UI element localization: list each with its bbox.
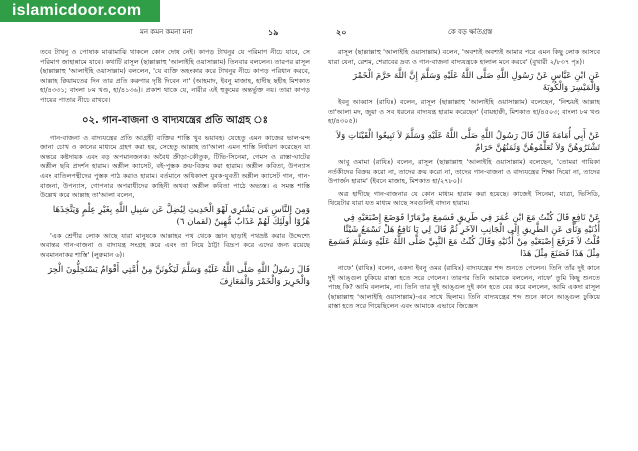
left-page [40, 28, 310, 446]
running-title: কে বড় ক্ষতিগ্রস্ত [448, 28, 493, 36]
right-page [328, 28, 600, 446]
left-page-header [40, 28, 310, 42]
page-number: ২০ [336, 28, 347, 37]
paragraph: অত্র হাদীছে গান-বাজনার যে কোন মাধ্যম হারাম করা হয়েছে। কাজেই সিনেমা, যাত্রা, ভিসিডি, থিয়েটার যারা যত মাধ্যম আছে সবগুলিই বাদ্যন হারাম। [328, 189, 600, 208]
paragraph: নাফে' (রাযিঃ) বলেন, একদা ইবনু ওমর (রাযিঃ) বাদ্যযন্ত্রের শব্দ শুনতে পেলেন। তিনি তাঁর দুই কানে দুই আঙ্গুল ঢুকিয়ে রাস্তা হতে সরে গেলেন। তারপর তিনি আমাকে বললেন, নাফে' তুমি কিছু শুনতে পাচ্ছ কি? আমি বললাম, না। তিনি তার দুই আঙ্গুল দুই কান হতে বের করে বললেন, আমি একদা রাসূল (ছাল্লাল্লাহু 'আলাইহি ওয়াসাল্লাম)-এর সাথে ছিলাম। তিনি বাদ্যযন্ত্রের শব্দ শুনে কানে আঙ্গুল ঢুকিয়ে রাস্তা হতে সরে গিয়েছিলেন এবং আমাকে এভাবে জিজ্ঞেস [328, 263, 600, 311]
paragraph: ইবনু আব্বাস (রাযিঃ) বলেন, রাসূল (ছাল্লাল্লাহু 'আলাইহি ওয়াসাল্লাম) বলেছেন, 'নিশ্চয়ই আল্লাহ তা'আলা মদ, জুয়া ও সব ধরনের বাদ্যযন্ত্র হারাম করেছেন' (বায়হাক্বী, মিশকাত হা/৪৫০৩; বাংলা ৮ম খণ্ড হা/৪৩০৫)। [328, 98, 600, 126]
paragraph: রাসূল (ছাল্লাল্লাহু 'আলাইহি ওয়াসাল্লাম) বলেন, 'অবশ্যই অবশ্যই আমার পরে এমন কিছু লোক আসবে যারা যেনা, রেশম, শেরাবের দ্রব্য ও গান-বাজনা বাদ্যযন্ত্রকে হালাল মনে করবে' (বুখারী ২/৮৩৭ পৃঃ)। [328, 48, 600, 66]
section-heading: ০২. গান-বাজনা ও বাদ্যযন্ত্রের প্রতি আগ্রহ ঃ [82, 114, 268, 126]
page-number: ১৯ [268, 28, 279, 37]
arabic-hadith: عَنْ نَافِعٍ قَالَ كُنْتُ مَعَ ابْنِ عُمَرَ فِي طَرِيقٍ فَسَمِعَ مِزْمَارًا فَوَضَعَ إِصْبَعَيْهِ فِي أُذُنَيْهِ وَنَأَى عَنِ الطَّرِيقِ إِلَى الْجَانِبِ الآخَرِ ثُمَّ قَالَ لِي يَا نَافِعُ هَلْ تَسْمَعُ شَيْئًا قُلْتُ لاَ فَرَفَعَ إِصْبَعَيْهِ مِنْ أُذُنَيْهِ وَقَالَ كُنْتُ مَعَ النَّبِيِّ صَلَّى اللَّهُ عَلَيْهِ وَسَلَّمَ فَسَمِعَ مِثْلَ هَذَا فَصَنَعَ مِثْلَ هَذَا [328, 212, 600, 259]
running-title: মন কমন কমনা মনা [140, 28, 193, 36]
arabic-hadith: قَالَ رَسُولُ اللَّهِ صَلَّى اللَّهُ عَلَيْهِ وَسَلَّمَ لَيَكُونَنَّ مِنْ أُمَّتِي أَقْوَامٌ يَسْتَحِلُّونَ الْحِرَ وَالْحَرِيرَ وَالْخَمْرَ وَالْمَعَازِفَ [47, 264, 310, 287]
paragraph: তবে টাখনু ও পোষাক মাঝামাঝি থাকলে কোন দোষ নেই। কাপড় টাখনুর যে পরিমাণ নীচে যাবে, সে পরিমাণ জাহান্নামে যাবে। কথাটি রাসূল (ছাল্লাল্লাহু 'আলাইহি ওয়াসাল্লাম) তিনবার বললেন। তারপর রাসূল (ছাল্লাল্লাহু 'আলাইহি ওয়াসাল্লাম) বললেন, 'যে ব্যক্তি অহংকার করে টাখনুর নীচে কাপড় পরিধান করবে, আল্লাহ ক্বিয়ামতের দিন তার প্রতি করুণার দৃষ্টি দিবেন না' (আহমাদ, ইবনু মাজাহ, হাদীছ ছহীহ মিশকাত হা/৪৩৩১; বাংলা ৮ম খণ্ড, হা/৪১৩৬)। প্রকাশ থাকে যে, নারীর এই হুকুমের অন্তর্ভুক্ত নয়। তারা কাপড় পায়ের পাতার নীচে রাখবে। [40, 48, 310, 104]
arabic-verse: وَمِنَ النَّاسِ مَن يَشْتَرِي لَهْوَ الْحَدِيثِ لِيُضِلَّ عَن سَبِيلِ اللَّهِ بِغَيْرِ عِلْمٍ وَيَتَّخِذَهَا هُزُوًا أُولَئِكَ لَهُمْ عَذَابٌ مُّهِينٌ (لقمان ٦) [52, 204, 310, 227]
site-banner[interactable]: islamicdoor.com [0, 0, 160, 22]
arabic-hadith: عَنِ ابْنِ عَبَّاسٍ عَنْ رَسُولِ اللَّهِ صَلَّى اللَّهُ عَلَيْهِ وَسَلَّمَ إِنَّ اللَّهَ حَرَّمَ الْخَمْرَ وَالْمَيْسِرَ وَالْكُوبَةَ [352, 71, 600, 94]
right-page-header [328, 28, 600, 42]
arabic-hadith: عَنْ أَبِي أُمَامَةَ قَالَ قَالَ رَسُولُ اللَّهِ صَلَّى اللَّهُ عَلَيْهِ وَسَلَّمَ لاَ تَبِيعُوا الْقَيْنَاتِ وَلاَ تَشْتَرُوهُنَّ وَلاَ تُعَلِّمُوهُنَّ وَثَمَنُهُنَّ حَرَامٌ [336, 130, 600, 153]
paragraph: গান-বাজনা ও বাদ্যযন্ত্রের প্রতি আগ্রহী ব্যক্তির শাস্তি খুব ভয়াবহ। যেহেতু এমন কাজের ভাল-মন্দ জানা চোখ ও কানের মাধ্যমে গ্রহণ করা হয়, সেহেতু আল্লাহ তা'আলা এমন শাস্তি নির্ধারণ করেছেন যা অন্তরে কষ্টদায়ক এবং বড় অপমানজনক। অবৈধ ক্রীড়া-কৌতুক, টিভি-সিনেমা, গেমস ও রাস্তা-ঘাটের অশ্লীল ছবি প্রদর্শন হারাম। অশ্লীল ক্যাসেট, বই-পুস্তক ক্রয়-বিক্রয় করা হারাম। অশ্লীল কবিতা, উপন্যাস এবং বাতিলপন্থীদের পুস্তক পাঠ করাও হারাম। বর্তমানে অধিকাংশ যুবক-যুবতী অশ্লীল ক্যাসেট গান, গান-বাজনা, উপন্যাস, গোপনার অপরাধীদের কাহিনী অথবা অশ্লীল কবিতা পাঠে অভ্যস্ত। এ সমস্ত শাস্তি উল্লেখ করে আল্লাহ তা'আলা বলেন, [40, 133, 310, 200]
paragraph: আবু ওমামা (রাযিঃ) বলেন, রাসূল (ছাল্লাল্লাহু 'আলাইহি ওয়াসাল্লাম) বলেছেন, 'তোমরা গায়িকা নর্তকীদের বিক্রয় করো না, তাদের ক্রয় করো না, তাদের গান-বাজনা ও বাদ্যযন্ত্রের শিক্ষা দিয়ো না, তাদের উপার্জন হারাম' (ইবনে মাজাহ, মিশকাত হা/২৭৮০)। [328, 157, 600, 186]
paragraph: 'এক শ্রেণীর লোক আছে যারা মানুষকে আল্লাহর পথ থেকে জ্ঞান ছাড়াই পথভ্রষ্ট করার উদ্দেশ্যে অবান্তর গান-বাজনা ও বাদ্যযন্ত্র সংগ্রহ করে এবং তা নিয়ে ঠাট্টা বিদ্রূপ করে এদের জন্য রয়েছে অবমাননাকর শাস্তি' (লুক্বমান ৬)। [40, 231, 310, 259]
